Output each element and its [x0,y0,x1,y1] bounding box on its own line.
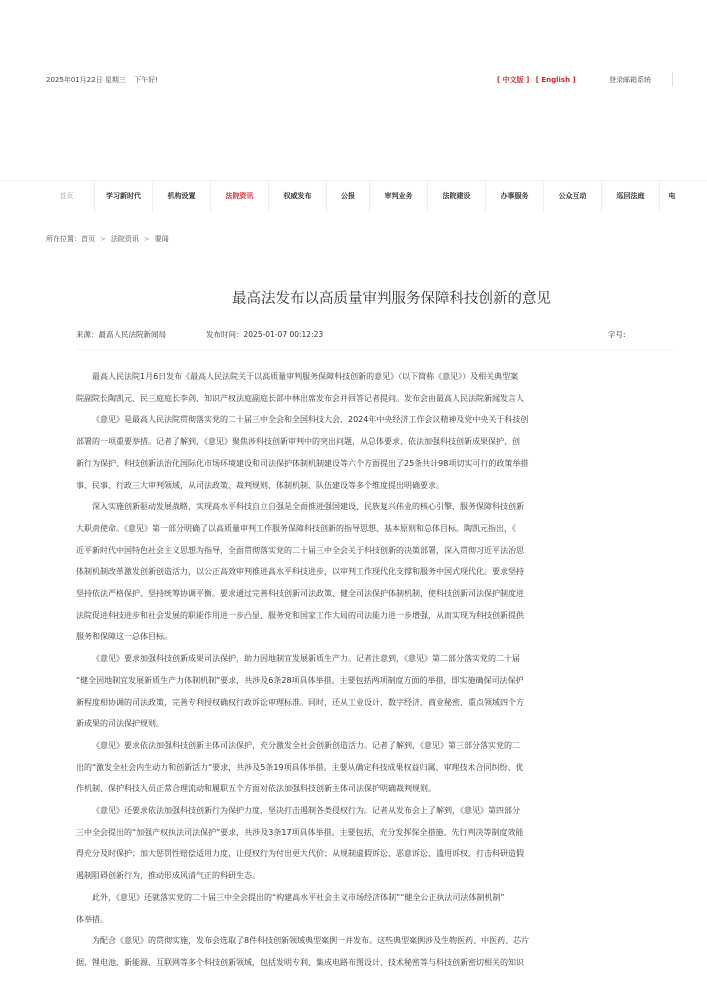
article-line: 新行为保护、科技创新法治化国际化市场环境建设和司法保护体制机制建设等六个方面提出了25条共计98项切实可行的政策举措 [76,458,529,468]
breadcrumb-prefix: 所在位置： [46,235,81,243]
nav-item-organization[interactable]: 机构设置 [152,181,210,213]
article-line: 深入实施创新驱动发展战略，实现高水平科技自立自强是全面推进强国建设、民族复兴伟业的核心引擎，服务保障科技创新 [92,502,524,512]
language-switcher [497,75,576,85]
article-line: 三中全会提出的“加强产权执法司法保护”要求，共涉及3条17项具体举措。主要包括，充分发挥保全措施、先行判决等制度效能 [76,827,524,837]
nav-item-court-news[interactable]: 法院资讯 [210,181,268,213]
article-line: 新程度相协调的司法政策，完善专利授权确权行政诉讼审理标准。同时，还从工业设计、数字经济、商业秘密、重点领域四个方 [76,697,524,707]
article-line: 服务和保障这一总体目标。 [76,632,172,642]
mail-login-link[interactable]: 登录邮箱系统 [609,76,651,84]
main-nav [0,180,707,213]
nav-item-services[interactable]: 办事服务 [485,181,543,213]
article-line: 据、锂电池、新能源、互联网等多个科技创新领域，包括发明专利、集成电路布图设计、技术秘密等与科技创新密切相关的知识 [76,957,524,967]
article-line: 最高人民法院1月6日发布《最高人民法院关于以高质量审判服务保障科技创新的意见》（以下简称《意见》）及相关典型案 [92,372,519,381]
article-line: “健全因地制宜发展新质生产力体制机制”要求，共涉及6条28项具体举措。主要包括两项制度方面的举措，即实施确保司法保护 [76,675,524,685]
article-line: 体制机制改革激发创新创造活力，以公正高效审判推进高水平科技进步，以审判工作现代化支撑和服务中国式现代化。要求坚持 [76,567,524,577]
top-bar [0,70,707,90]
nav-item-gazette[interactable]: 公报 [326,181,369,213]
article-line: 此外，《意见》还就落实党的二十届三中全会提出的“构建高水平社会主义市场经济体制”“健全公正执法司法体制机制” [92,892,505,902]
publish-time: 发布时间：2025-01-07 00:12:23 [206,330,324,339]
article-meta [76,327,674,350]
article-line: 院副院长陶凯元、民三庭庭长李剑、知识产权法庭副庭长郃中林出席发布会并回答记者提问。发布会由最高人民法院新闻发言人 [76,393,524,403]
breadcrumb-current[interactable]: 要闻 [154,235,169,243]
date-greeting [46,75,158,85]
article-line: 得充分及时保护；加大惩罚性赔偿适用力度，让侵权行为付出更大代价；从规制虚假诉讼、恶意诉讼、滥用诉权、打击科研造假 [76,849,524,859]
chevron-right-icon: > [143,235,150,243]
article-line: 大职责使命。《意见》第一部分明确了以高质量审判工作服务保障科技创新的指导思想、基本原则和总体目标。陶凯元指出，《 [76,523,516,533]
article-line: 为配合《意见》的贯彻实施，发布会选取了8件科技创新领域典型案例一并发布。这些典型案例涉及生物医药、中医药、芯片 [92,936,530,946]
article-line: 体举措。 [76,914,108,924]
article-source: 来源：最高人民法院新闻局 [76,330,166,339]
breadcrumb-court-news[interactable]: 法院资讯 [110,235,139,243]
lang-english-link[interactable]: [ English ] [535,76,576,84]
article-line: 《意见》是最高人民法院贯彻落实党的二十届三中全会和全国科技大会、2024年中央经济工作会议精神及党中央关于科技创 [92,415,529,425]
nav-item-court-building[interactable]: 法院建设 [427,181,485,213]
nav-item-releases[interactable]: 权威发布 [268,181,326,213]
nav-item-trials[interactable]: 审判业务 [369,181,427,213]
nav-item-more[interactable]: 电 [659,181,684,213]
chevron-right-icon: > [100,235,106,243]
article-line: 法院促进科技进步和社会发展的职能作用进一步凸显、服务党和国家工作大局的司法能力进一步增强，从而实现为科技创新提供 [76,610,524,620]
breadcrumb-home[interactable]: 首页 [81,235,95,243]
article-line: 部署的一项重要举措。记者了解到，《意见》聚焦涉科技创新审判中的突出问题，从总体要求、依法加强科技创新成果保护、创 [76,437,520,447]
breadcrumb [46,234,169,244]
article-line: 坚持依法严格保护、坚持统筹协调平衡。要求通过完善科技创新司法政策、健全司法保护体制机制，使科技创新司法保护制度进 [76,589,524,599]
lang-chinese-link[interactable]: [ 中文版 ] [497,76,530,84]
article-body [76,366,676,974]
current-date: 2025年01月22日 星期三 [46,76,126,84]
article-line: 遏制阻碍创新行为，推动形成风清气正的科研生态。 [76,871,260,881]
article-line: 《意见》要求加强科技创新成果司法保护，助力因地制宜发展新质生产力。记者注意到，《意见》第二部分落实党的二十届 [92,654,520,664]
nav-item-interaction[interactable]: 公众互动 [543,181,601,213]
font-size-control[interactable]: 字号: [608,330,626,339]
article-line: 出的“激发全社会内生动力和创新活力”要求，共涉及5条19项具体举措。主要从确定科技成果权益归属、审理技术合同纠纷、优 [76,762,524,772]
article-line: 新成果的司法保护规则。 [76,719,164,729]
article-line: 作机制、保护科技人员正常合理流动和履职五个方面对依法加强科技创新主体司法保护明确裁判规则。 [76,784,436,794]
article-line: 事、民事、行政三大审判领域，从司法政策、裁判规则、体制机制、队伍建设等多个维度提出明确要求。 [76,480,444,490]
topbar-divider [672,72,673,86]
article-line: 近平新时代中国特色社会主义思想为指导，全面贯彻落实党的二十届三中全会关于科技创新的决策部署，深入贯彻习近平法治思 [76,545,524,555]
greeting: 下午好! [134,76,158,84]
article-line: 《意见》要求依法加强科技创新主体司法保护，充分激发全社会创新创造活力。记者了解到，《意见》第三部分落实党的二 [92,740,520,750]
article-line: 《意见》还要求依法加强科技创新行为保护力度，坚决打击遏制各类侵权行为。记者从发布会上了解到，《意见》第四部分 [92,806,520,816]
nav-item-home[interactable]: 首页 [59,192,74,200]
nav-item-new-era[interactable]: 学习新时代 [94,181,152,213]
article-title: 最高法发布以高质量审判服务保障科技创新的意见 [232,291,551,307]
nav-item-circuit-court[interactable]: 巡回法庭 [601,181,659,213]
